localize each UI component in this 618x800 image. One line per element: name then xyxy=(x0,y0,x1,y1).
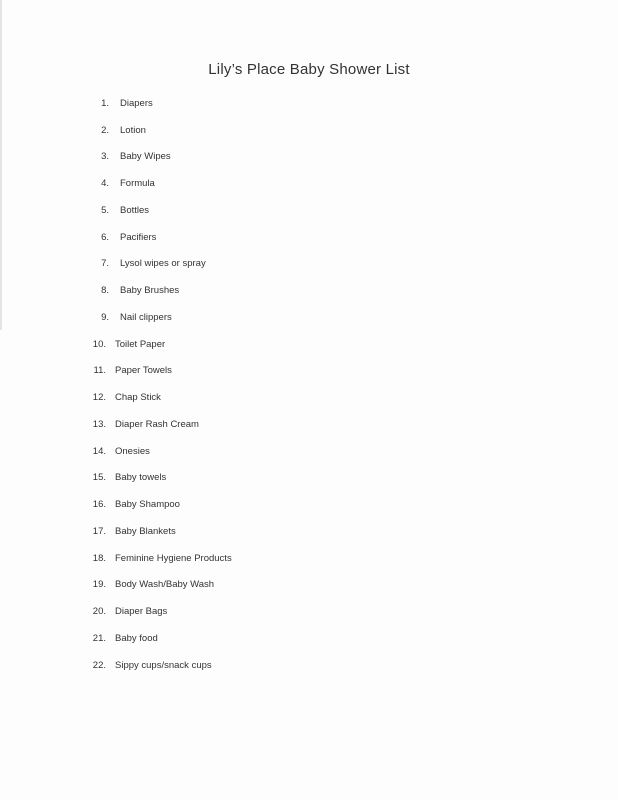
item-text: Body Wash/Baby Wash xyxy=(115,579,215,591)
item-number: 19. xyxy=(92,579,106,591)
list-item xyxy=(84,652,232,679)
list-item xyxy=(84,491,232,518)
item-number: 22. xyxy=(92,659,106,671)
list-item xyxy=(84,438,232,465)
item-text: Chap Stick xyxy=(115,392,161,404)
item-text: Nail clippers xyxy=(120,311,172,323)
item-text: Baby Blankets xyxy=(115,525,176,537)
item-number: 8. xyxy=(101,285,109,297)
list-item xyxy=(84,331,232,358)
item-number: 17. xyxy=(92,525,106,537)
list-item xyxy=(84,251,232,278)
list-item xyxy=(84,117,232,144)
list-item xyxy=(84,411,232,438)
item-number: 10. xyxy=(92,338,106,350)
item-text: Pacifiers xyxy=(120,231,157,243)
item-text: Baby Shampoo xyxy=(115,499,180,511)
list-item xyxy=(84,545,232,572)
item-number: 13. xyxy=(92,418,106,430)
list-item xyxy=(84,224,232,251)
item-text: Baby Wipes xyxy=(120,151,171,163)
item-number: 1. xyxy=(101,97,109,109)
list-item xyxy=(84,277,232,304)
item-number: 9. xyxy=(101,311,109,323)
list-item xyxy=(84,598,232,625)
item-text: Feminine Hygiene Products xyxy=(115,552,232,564)
item-text: Lotion xyxy=(120,124,146,136)
item-text: Paper Towels xyxy=(115,365,172,377)
item-number: 2. xyxy=(101,124,109,136)
item-text: Formula xyxy=(120,178,155,190)
item-number: 11. xyxy=(93,365,106,377)
item-text: Diaper Rash Cream xyxy=(115,418,199,430)
scan-edge-shadow xyxy=(0,0,2,330)
item-number: 15. xyxy=(92,472,106,484)
item-text: Lysol wipes or spray xyxy=(120,258,206,270)
list-item xyxy=(84,518,232,545)
list-item xyxy=(84,625,232,652)
item-number: 18. xyxy=(92,552,106,564)
item-text: Onesies xyxy=(115,445,150,457)
item-text: Sippy cups/snack cups xyxy=(115,659,212,671)
item-number: 14. xyxy=(92,445,106,457)
item-text: Diaper Bags xyxy=(115,606,168,618)
item-text: Baby towels xyxy=(115,472,167,484)
item-number: 16. xyxy=(92,499,106,511)
item-text: Toilet Paper xyxy=(115,338,166,350)
list-item xyxy=(84,465,232,492)
item-number: 12. xyxy=(92,392,106,404)
item-text: Baby food xyxy=(115,632,158,644)
item-number: 7. xyxy=(101,258,109,270)
item-number: 6. xyxy=(101,231,109,243)
item-number: 3. xyxy=(101,151,109,163)
list-item xyxy=(84,572,232,599)
list-item xyxy=(84,384,232,411)
item-number: 5. xyxy=(101,204,109,216)
list-item xyxy=(84,170,232,197)
item-text: Diapers xyxy=(120,97,153,109)
list-item xyxy=(84,90,232,117)
shower-list xyxy=(84,90,232,679)
item-number: 20. xyxy=(92,606,106,618)
item-number: 4. xyxy=(101,178,109,190)
list-item xyxy=(84,144,232,171)
item-number: 21. xyxy=(92,632,106,644)
list-item xyxy=(84,304,232,331)
item-text: Baby Brushes xyxy=(120,285,180,297)
list-item xyxy=(84,358,232,385)
list-item xyxy=(84,197,232,224)
page-title: Lily’s Place Baby Shower List xyxy=(208,61,410,78)
item-text: Bottles xyxy=(120,204,150,216)
